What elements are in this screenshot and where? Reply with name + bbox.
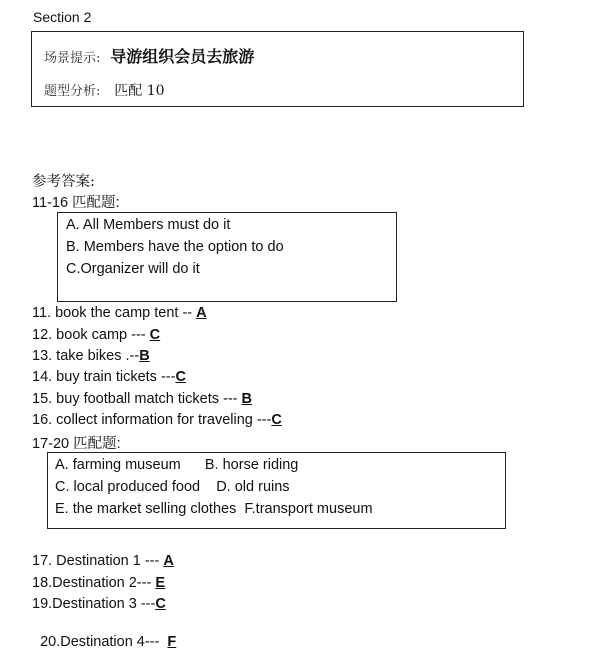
option-line: E. the market selling clothes F.transport museum — [55, 501, 373, 517]
answer-item — [32, 327, 160, 343]
part2-options-box — [47, 452, 506, 529]
answer-letter: C — [149, 327, 161, 343]
answer-letter: A — [196, 305, 207, 321]
answer-item — [32, 575, 165, 591]
scene-hint-label: 场景提示: — [44, 51, 101, 66]
section-title: Section 2 — [33, 9, 92, 25]
answer-letter: B — [139, 348, 150, 364]
question-text: 11. book the camp tent -- — [32, 305, 197, 321]
part1-options-box — [57, 212, 397, 302]
question-text: 13. take bikes .-- — [32, 348, 140, 364]
answer-item — [32, 391, 252, 407]
answers-heading: 参考答案: — [32, 174, 95, 190]
answer-item — [32, 618, 176, 650]
question-text: 16. collect information for traveling --- — [32, 412, 272, 428]
question-text: 12. book camp --- — [32, 327, 150, 343]
question-text: 20.Destination 4--- — [40, 634, 168, 650]
option-line: C.Organizer will do it — [66, 261, 200, 277]
answer-letter: C — [175, 369, 186, 385]
option-line: A. All Members must do it — [66, 217, 231, 233]
question-text: 15. buy football match tickets --- — [32, 391, 242, 407]
answer-letter: C — [155, 596, 166, 612]
answer-item — [32, 305, 207, 321]
question-text: 18.Destination 2--- — [32, 575, 156, 591]
option-line: B. Members have the option to do — [66, 239, 284, 255]
scene-hint-value: 导游组织会员去旅游 — [110, 47, 255, 66]
question-text: 19.Destination 3 --- — [32, 596, 156, 612]
answer-item — [32, 348, 150, 364]
answer-item — [32, 596, 166, 612]
question-text: 17. Destination 1 --- — [32, 553, 164, 569]
part2-heading: 17-20 匹配题: — [32, 436, 121, 452]
question-text: 14. buy train tickets --- — [32, 369, 176, 385]
scene-hint-row — [44, 44, 254, 67]
answer-item — [32, 412, 282, 428]
answer-letter: F — [167, 634, 177, 650]
answer-item — [32, 553, 174, 569]
question-type-row — [44, 80, 165, 100]
option-line: C. local produced food D. old ruins — [55, 479, 290, 495]
answer-item — [32, 369, 186, 385]
answer-letter: C — [271, 412, 282, 428]
part1-heading: 11-16 匹配题: — [32, 195, 120, 211]
question-type-value: 匹配 10 — [114, 83, 165, 99]
answer-letter: B — [241, 391, 253, 407]
question-type-label: 题型分析: — [44, 84, 101, 99]
option-line: A. farming museum B. horse riding — [55, 457, 299, 473]
answer-letter: A — [163, 553, 174, 569]
scene-info-box — [31, 31, 524, 107]
answer-letter: E — [155, 575, 165, 591]
